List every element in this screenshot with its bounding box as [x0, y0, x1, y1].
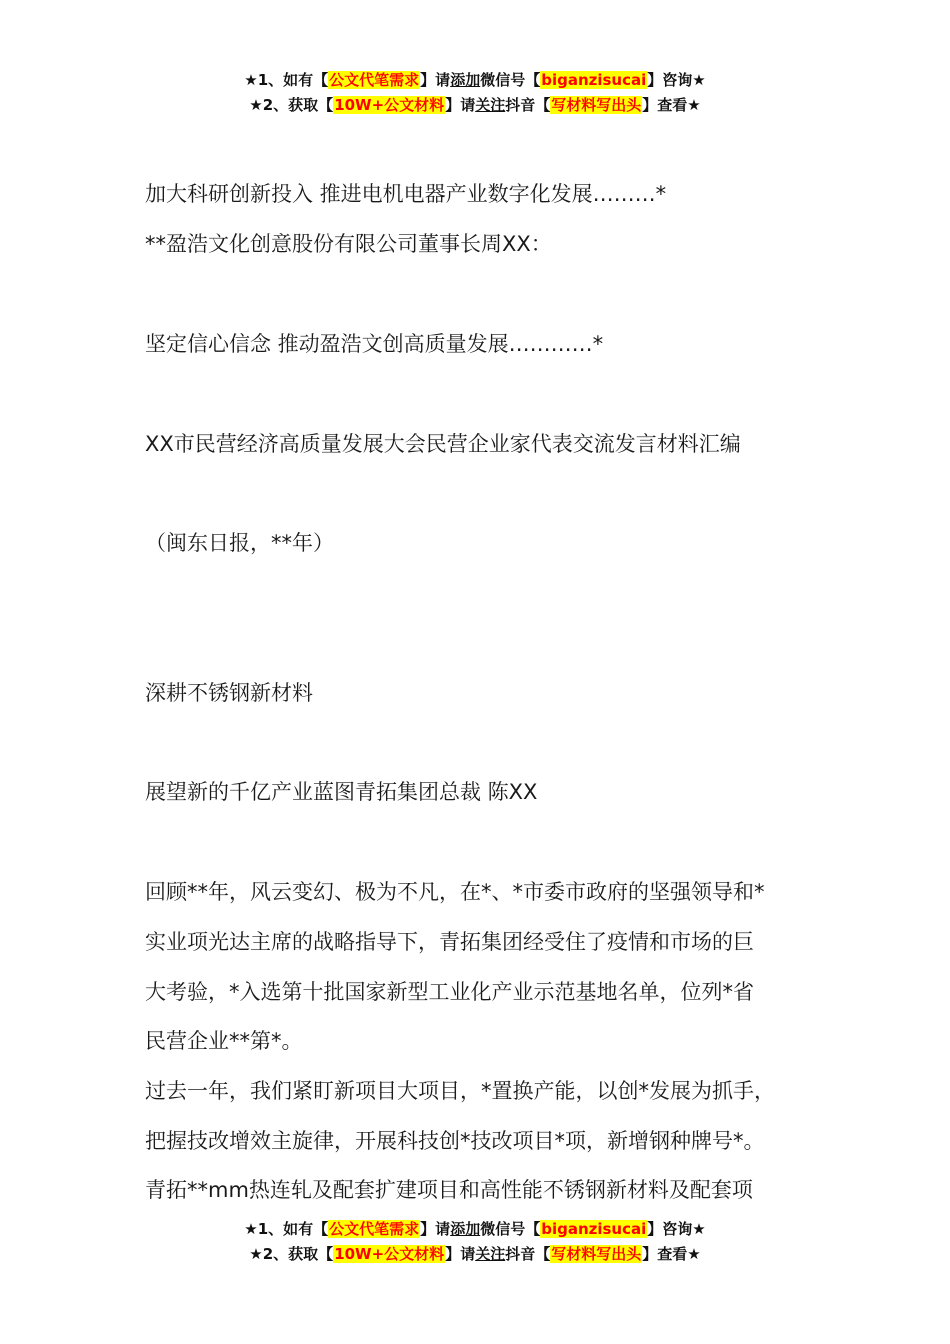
- banner-underline: 关注: [475, 1245, 506, 1263]
- paragraph-line: 大考验，*入选第十批国家新型工业化产业示范基地名单，位列*省: [145, 980, 754, 1004]
- banner-line-2: [0, 93, 950, 118]
- banner-line-1: [0, 1217, 950, 1242]
- banner-douyin-id: 写材料写出头: [551, 96, 642, 114]
- banner-text: ★1、如有【: [244, 71, 329, 89]
- banner-highlight: 公文代笔需求: [329, 1220, 420, 1238]
- document-title: XX市民营经济高质量发展大会民营企业家代表交流发言材料汇编: [145, 432, 741, 456]
- banner-line-2: [0, 1242, 950, 1267]
- banner-text: 】请: [420, 1220, 451, 1238]
- banner-text: 】查看★: [642, 96, 701, 114]
- paragraph-line: 实业项光达主席的战略指导下，青拓集团经受住了疫情和市场的巨: [145, 930, 754, 954]
- banner-underline: 添加: [450, 71, 481, 89]
- source-line: （闽东日报，**年）: [145, 531, 334, 555]
- banner-text: 微信号【: [480, 71, 541, 89]
- banner-text: 】咨询★: [647, 71, 706, 89]
- banner-underline: 添加: [450, 1220, 481, 1238]
- banner-text: ★2、获取【: [249, 1245, 334, 1263]
- banner-text: ★1、如有【: [244, 1220, 329, 1238]
- banner-text: 】查看★: [642, 1245, 701, 1263]
- banner-text: 抖音【: [505, 96, 551, 114]
- toc-entry: 加大科研创新投入 推进电机电器产业数字化发展………*: [145, 182, 667, 206]
- banner-text: 】请: [420, 71, 451, 89]
- paragraph-line: 把握技改增效主旋律，开展科技创*技改项目*项，新增钢种牌号*。: [145, 1129, 765, 1153]
- banner-text: ★2、获取【: [249, 96, 334, 114]
- banner-underline: 关注: [475, 96, 506, 114]
- section-subheading: 展望新的千亿产业蓝图青拓集团总裁 陈XX: [145, 780, 538, 804]
- banner-douyin-id: 写材料写出头: [551, 1245, 642, 1263]
- banner-wechat-id: biganzisucai: [541, 1220, 647, 1238]
- banner-text: 抖音【: [505, 1245, 551, 1263]
- banner-text: 】请: [445, 1245, 476, 1263]
- paragraph-line: 过去一年，我们紧盯新项目大项目，*置换产能，以创*发展为抓手，: [145, 1079, 775, 1103]
- banner-text: 微信号【: [480, 1220, 541, 1238]
- section-heading: 深耕不锈钢新材料: [145, 681, 313, 705]
- banner-highlight: 10W+公文材料: [334, 1245, 445, 1263]
- header-banner: [0, 68, 950, 118]
- banner-highlight: 10W+公文材料: [334, 96, 445, 114]
- toc-entry: 坚定信心信念 推动盈浩文创高质量发展…………*: [145, 332, 604, 356]
- banner-wechat-id: biganzisucai: [541, 71, 647, 89]
- paragraph-line: 回顾**年，风云变幻、极为不凡，在*、*市委市政府的坚强领导和*: [145, 880, 765, 904]
- banner-text: 】请: [445, 96, 476, 114]
- banner-text: 】咨询★: [647, 1220, 706, 1238]
- speaker-line: **盈浩文化创意股份有限公司董事长周XX：: [145, 232, 552, 256]
- footer-banner: [0, 1217, 950, 1267]
- paragraph-line: 民营企业**第*。: [145, 1029, 303, 1053]
- banner-highlight: 公文代笔需求: [329, 71, 420, 89]
- banner-line-1: [0, 68, 950, 93]
- paragraph-line: 青拓**mm热连轧及配套扩建项目和高性能不锈钢新材料及配套项: [145, 1178, 753, 1202]
